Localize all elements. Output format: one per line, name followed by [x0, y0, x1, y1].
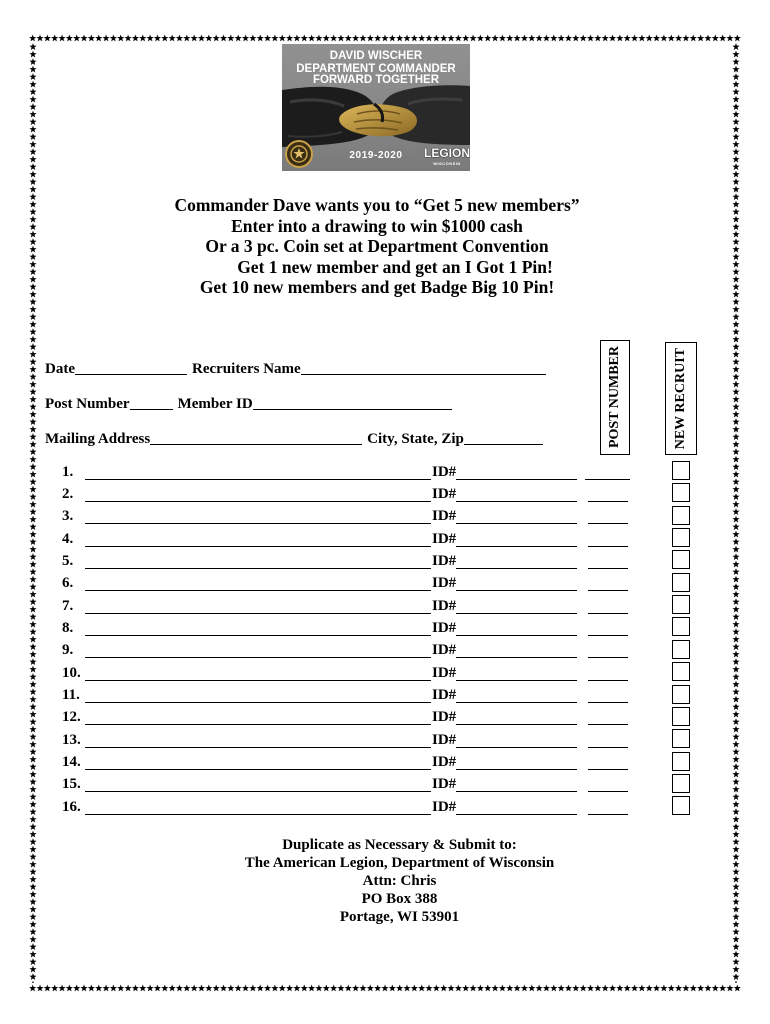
headline-line: Commander Dave wants you to “Get 5 new members”: [174, 195, 580, 215]
footer-line: The American Legion, Department of Wisconsin: [244, 855, 555, 871]
new-recruit-column-label: NEW RECRUIT: [673, 347, 688, 450]
id-label: ID#: [432, 620, 457, 636]
headline-line: Enter into a drawing to win $1000 cash: [231, 215, 523, 236]
member-id-line[interactable]: [456, 635, 577, 636]
id-label: ID#: [432, 709, 457, 725]
new-recruit-checkbox[interactable]: [672, 483, 690, 502]
entry-row: [0, 553, 770, 571]
post-number-column-label: POST NUMBER: [607, 346, 622, 449]
entry-number: 3.: [62, 508, 74, 524]
member-id-field[interactable]: [253, 397, 452, 410]
member-id-label: Member ID: [177, 396, 253, 412]
id-label: ID#: [432, 799, 457, 815]
entry-row: [0, 620, 770, 638]
id-label: ID#: [432, 687, 457, 703]
post-number-line[interactable]: [588, 523, 628, 524]
new-recruit-checkbox[interactable]: [672, 729, 690, 748]
id-label: ID#: [432, 665, 457, 681]
entry-number: 8.: [62, 620, 74, 636]
entry-row: [0, 575, 770, 593]
id-label: ID#: [432, 575, 457, 591]
post-number-line[interactable]: [588, 590, 628, 591]
logo-motto: FORWARD TOGETHER: [312, 74, 440, 86]
id-label: ID#: [432, 776, 457, 792]
entry-number: 7.: [62, 598, 74, 614]
member-id-line[interactable]: [456, 657, 577, 658]
entry-number: 10.: [62, 665, 81, 681]
post-number-line[interactable]: [588, 613, 628, 614]
entry-row: [0, 776, 770, 794]
new-recruit-checkbox[interactable]: [672, 461, 690, 480]
entry-number: 4.: [62, 531, 74, 547]
post-number-line[interactable]: [588, 814, 628, 815]
member-id-line[interactable]: [456, 613, 577, 614]
logo-commander-name: DAVID WISCHER: [329, 50, 423, 62]
entry-row: [0, 709, 770, 727]
post-number-line[interactable]: [588, 635, 628, 636]
new-recruit-checkbox[interactable]: [672, 752, 690, 771]
post-number-line[interactable]: [588, 769, 628, 770]
new-recruit-checkbox[interactable]: [672, 685, 690, 704]
entry-number: 13.: [62, 732, 81, 748]
entry-number: 16.: [62, 799, 81, 815]
member-id-line[interactable]: [456, 724, 577, 725]
entry-number: 2.: [62, 486, 74, 502]
entry-row: [0, 732, 770, 750]
star-border-top: [29, 33, 741, 43]
member-id-line[interactable]: [456, 568, 577, 569]
entry-row: [0, 799, 770, 817]
post-number-field[interactable]: [130, 397, 173, 410]
post-number-line[interactable]: [588, 724, 628, 725]
member-name-line[interactable]: [85, 590, 431, 591]
id-label: ID#: [432, 464, 457, 480]
entry-row: [0, 508, 770, 526]
mailing-address-label: Mailing Address: [45, 431, 151, 447]
member-name-line[interactable]: [85, 479, 431, 480]
new-recruit-checkbox[interactable]: [672, 528, 690, 547]
logo-years: 2019-2020: [349, 150, 403, 161]
handshake-image: [282, 85, 470, 147]
new-recruit-checkbox[interactable]: [672, 707, 690, 726]
mailing-address-field[interactable]: [150, 432, 362, 445]
date-label: Date: [45, 361, 75, 377]
logo-commander-title: DEPARTMENT COMMANDER: [296, 63, 456, 75]
member-name-line[interactable]: [85, 635, 431, 636]
post-number-line[interactable]: [588, 501, 628, 502]
post-number-column-header: [600, 340, 630, 455]
post-number-line[interactable]: [588, 568, 628, 569]
new-recruit-checkbox[interactable]: [672, 796, 690, 815]
id-label: ID#: [432, 754, 457, 770]
member-name-line[interactable]: [85, 814, 431, 815]
star-border-bottom: [29, 983, 741, 993]
member-name-line[interactable]: [85, 680, 431, 681]
member-id-line[interactable]: [456, 747, 577, 748]
submission-address: [99, 836, 700, 926]
member-name-line[interactable]: [85, 523, 431, 524]
new-recruit-checkbox[interactable]: [672, 662, 690, 681]
footer-line: Portage, WI 53901: [339, 909, 460, 925]
post-number-line[interactable]: [588, 657, 628, 658]
city-state-zip-field[interactable]: [464, 432, 543, 445]
member-id-line[interactable]: [456, 791, 577, 792]
member-name-line[interactable]: [85, 747, 431, 748]
id-label: ID#: [432, 508, 457, 524]
id-label: ID#: [432, 486, 457, 502]
new-recruit-checkbox[interactable]: [672, 774, 690, 793]
member-id-line[interactable]: [456, 501, 577, 502]
headline-line: Or a 3 pc. Coin set at Department Convention: [205, 236, 549, 256]
contest-headline: [100, 195, 654, 298]
new-recruit-checkbox[interactable]: [672, 550, 690, 569]
post-number-label: Post Number: [45, 396, 130, 412]
id-label: ID#: [432, 598, 457, 614]
entry-row: [0, 754, 770, 772]
entry-number: 6.: [62, 575, 74, 591]
recruiter-row: [45, 361, 546, 378]
headline-line: Get 1 new member and get an I Got 1 Pin!: [237, 256, 553, 277]
member-name-line[interactable]: [85, 546, 431, 547]
entry-number: 15.: [62, 776, 81, 792]
new-recruit-column-header: [665, 342, 697, 455]
new-recruit-checkbox[interactable]: [672, 640, 690, 659]
member-name-line[interactable]: [85, 657, 431, 658]
member-id-line[interactable]: [456, 702, 577, 703]
commander-logo: [282, 44, 470, 171]
member-id-line[interactable]: [456, 769, 577, 770]
post-number-line[interactable]: [585, 479, 630, 480]
member-name-line[interactable]: [85, 724, 431, 725]
entry-row: [0, 642, 770, 660]
member-name-line[interactable]: [85, 702, 431, 703]
entry-number: 14.: [62, 754, 81, 770]
recruiter-name-label: Recruiters Name: [192, 361, 301, 377]
post-number-line[interactable]: [588, 791, 628, 792]
legion-state-label: WISCONSIN: [433, 161, 461, 166]
post-number-line[interactable]: [588, 546, 628, 547]
footer-line: Duplicate as Necessary & Submit to:: [282, 837, 517, 853]
entry-row: [0, 464, 770, 482]
footer-line: Attn: Chris: [362, 873, 437, 889]
member-id-line[interactable]: [456, 479, 577, 480]
entry-number: 5.: [62, 553, 74, 569]
recruiter-name-field[interactable]: [301, 362, 546, 375]
member-id-line[interactable]: [456, 523, 577, 524]
entry-number: 9.: [62, 642, 74, 658]
entry-number: 12.: [62, 709, 81, 725]
address-row: [45, 431, 543, 448]
member-name-line[interactable]: [85, 501, 431, 502]
footer-line: PO Box 388: [361, 891, 438, 907]
city-state-zip-label: City, State, Zip: [367, 431, 464, 447]
member-id-line[interactable]: [456, 590, 577, 591]
entry-number: 11.: [62, 687, 80, 703]
id-label: ID#: [432, 642, 457, 658]
entry-row: [0, 665, 770, 683]
date-field[interactable]: [75, 362, 187, 375]
id-label: ID#: [432, 732, 457, 748]
entry-row: [0, 687, 770, 705]
post-number-line[interactable]: [588, 680, 628, 681]
new-recruit-checkbox[interactable]: [672, 573, 690, 592]
member-name-line[interactable]: [85, 791, 431, 792]
new-recruit-checkbox[interactable]: [672, 506, 690, 525]
entry-row: [0, 486, 770, 504]
entry-number: 1.: [62, 464, 74, 480]
member-id-line[interactable]: [456, 546, 577, 547]
member-name-line[interactable]: [85, 568, 431, 569]
post-number-line[interactable]: [588, 702, 628, 703]
entry-row: [0, 531, 770, 549]
legion-wordmark: LEGION: [424, 146, 470, 160]
post-member-row: [45, 396, 452, 413]
headline-line: Get 10 new members and get Badge Big 10 Pin!: [199, 277, 555, 297]
post-number-line[interactable]: [588, 747, 628, 748]
member-name-line[interactable]: [85, 613, 431, 614]
entry-row: [0, 598, 770, 616]
id-label: ID#: [432, 531, 457, 547]
member-id-line[interactable]: [456, 814, 577, 815]
new-recruit-checkbox[interactable]: [672, 595, 690, 614]
member-name-line[interactable]: [85, 769, 431, 770]
member-id-line[interactable]: [456, 680, 577, 681]
new-recruit-checkbox[interactable]: [672, 617, 690, 636]
id-label: ID#: [432, 553, 457, 569]
